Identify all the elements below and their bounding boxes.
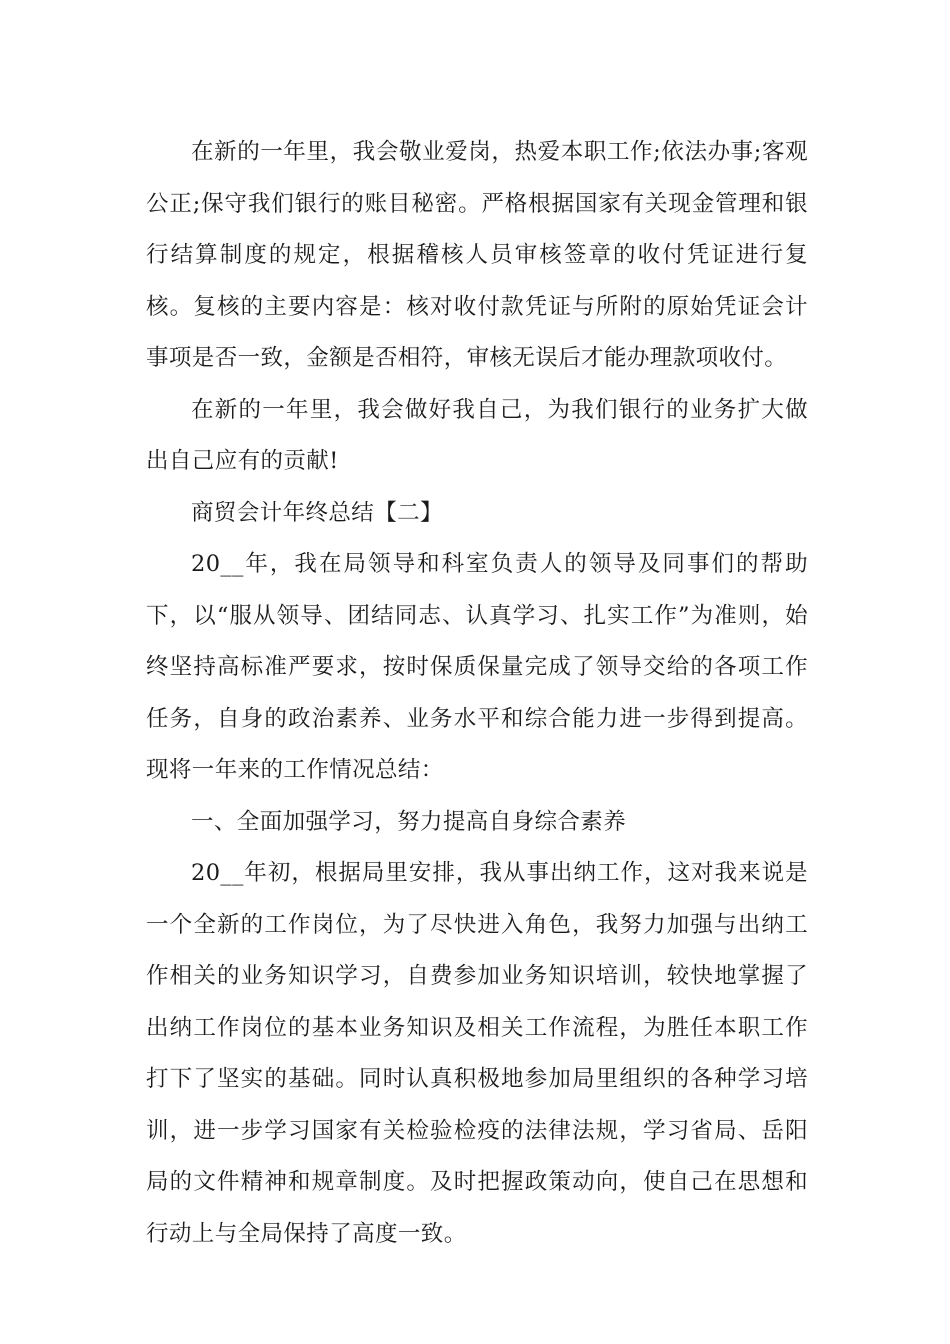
section-heading: 商贸会计年终总结【二】 [191, 499, 443, 526]
paragraph-commitment: 在新的一年里，我会敬业爱岗，热爱本职工作;依法办事;客观公正;保守我们银行的账目秘密。严格根据国家有关现金管理和银行结算制度的规定，根据稽核人员审核签章的收付凭证进行复核。复核的主要内容是：核对收付款凭证与所附的原始凭证会计事项是否一致，金额是否相符，审核无误后才能办理款项收付。 [146, 139, 808, 371]
paragraph-contribution: 在新的一年里，我会做好我自己，为我们银行的业务扩大做出自己应有的贡献! [146, 396, 808, 474]
subsection-heading: 一、全面加强学习，努力提高自身综合素养 [191, 808, 627, 835]
paragraph-intro: 20__年，我在局领导和科室负责人的领导及同事们的帮助下，以“服从领导、团结同志、认真学习、扎实工作”为准则，始终坚持高标准严要求，按时保质保量完成了领导交给的各项工作任务，自身的政治素养、业务水平和综合能力进一步得到提高。现将一年来的工作情况总结： [146, 551, 808, 783]
paragraph-study: 20__年初，根据局里安排，我从事出纳工作，这对我来说是一个全新的工作岗位，为了尽快进入角色，我努力加强与出纳工作相关的业务知识学习，自费参加业务知识培训，较快地掌握了出纳工作岗位的基本业务知识及相关工作流程，为胜任本职工作打下了坚实的基础。同时认真积极地参加局里组织的各种学习培训，进一步学习国家有关检验检疫的法律法规，学习省局、岳阳局的文件精神和规章制度。及时把握政策动向，使自己在思想和行动上与全局保持了高度一致。 [146, 860, 808, 1247]
document-body [146, 127, 808, 1260]
